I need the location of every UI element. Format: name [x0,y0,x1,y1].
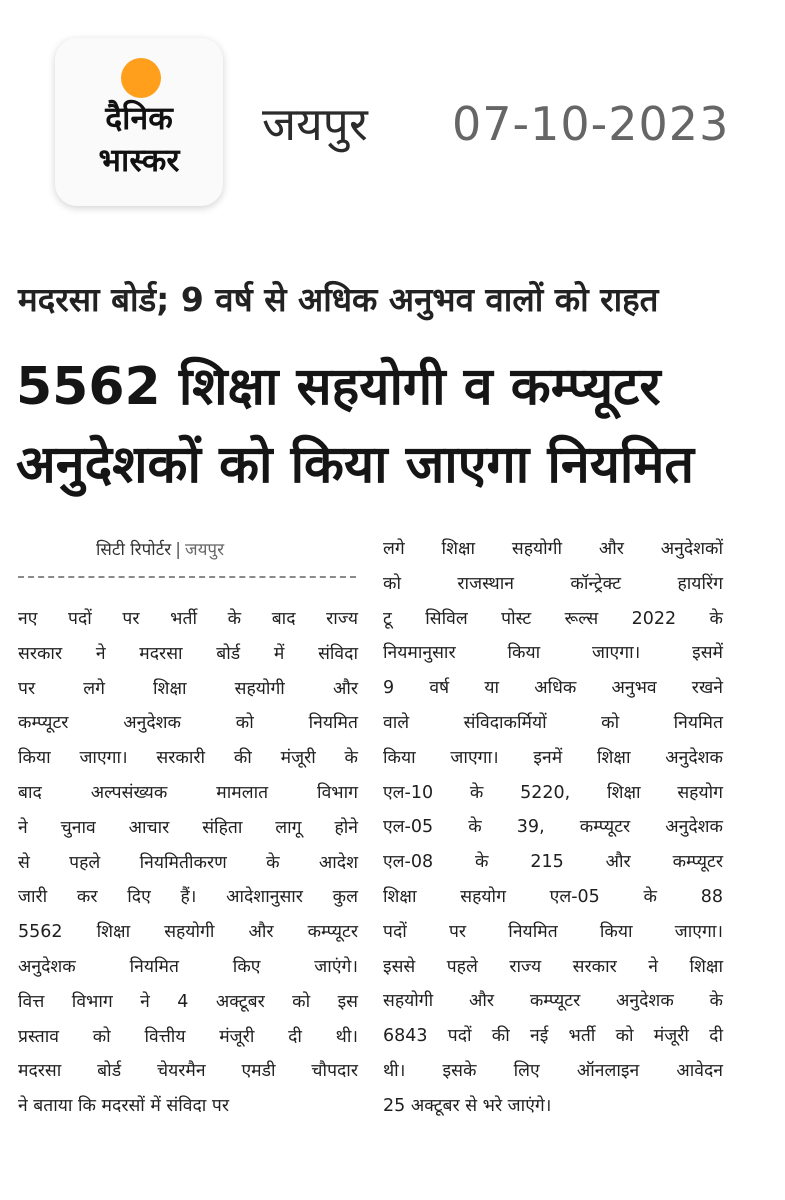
article-text-line: नए पदों पर भर्ती के बाद राज्य [18,609,358,629]
article-text-line: सहयोगी और कम्प्यूटर अनुदेशक के [383,991,723,1012]
article-text-line: 25 अक्टूबर से भरे जाएंगे। [383,1095,552,1116]
article-column-1 [18,602,358,1124]
headline-line: 5562 शिक्षा सहयोगी व कम्प्यूटर [16,357,661,417]
article-text-line: ने बताया कि मदरसों में संविदा पर [18,1096,230,1117]
article-text-line: थी। इसके लिए ऑनलाइन आवेदन [383,1060,723,1081]
article-text-line: पर लगे शिक्षा सहयोगी और [18,678,358,699]
article-text-line: 9 वर्ष या अधिक अनुभव रखने [383,678,723,699]
article-text-line: इससे पहले राज्य सरकार ने शिक्षा [383,956,723,977]
article-text-line: 6843 पदों की नई भर्ती को मंजूरी दी [383,1026,723,1047]
article-text-line: वित्त विभाग ने 4 अक्टूबर को इस [18,991,358,1012]
edition-date: 07-10-2023 [452,97,730,151]
logo-text-line2: भास्कर [98,141,180,179]
article-text-line: जारी कर दिए हैं। आदेशानुसार कुल [18,887,358,908]
byline-separator: | [175,540,181,560]
byline-reporter: सिटी रिपोर्टर [96,540,172,560]
article-text-line: बाद अल्पसंख्यक मामलात विभाग [18,782,358,803]
article-text-line: मदरसा बोर्ड चेयरमैन एमडी चौपदार [18,1061,358,1082]
article-text-line: किया जाएगा। सरकारी की मंजूरी के [18,748,358,769]
headline-line: अनुदेशकों को किया जाएगा नियमित [16,435,695,495]
byline [96,538,224,562]
article-text-line: 5562 शिक्षा सहयोगी और कम्प्यूटर [18,922,358,943]
article-text-line: पदों पर नियमित किया जाएगा। [383,921,723,942]
article-headline [16,348,778,504]
edition-city: जयपुर [262,97,368,151]
sun-logo-icon [121,58,161,98]
article-text-line: नियमानुसार किया जाएगा। इसमें [383,643,723,664]
article-column-2 [383,532,723,1124]
article-text-line: को राजस्थान कॉन्ट्रेक्ट हायरिंग [383,573,723,594]
byline-divider [18,576,356,578]
newspaper-logo [55,38,223,206]
article-text-line: किया जाएगा। इनमें शिक्षा अनुदेशक [383,747,723,768]
article-text-line: अनुदेशक नियमित किए जाएंगे। [18,956,358,977]
article-kicker: मदरसा बोर्ड; 9 वर्ष से अधिक अनुभव वालों को राहत [18,280,659,319]
logo-text-line1: दैनिक [105,99,173,137]
article-text-line: से पहले नियमितीकरण के आदेश [18,852,358,873]
article-text-line: लगे शिक्षा सहयोगी और अनुदेशकों [383,539,723,559]
article-text-line: ने चुनाव आचार संहिता लागू होने [18,817,358,838]
article-text-line: टू सिविल पोस्ट रूल्स 2022 के [383,608,723,629]
article-text-line: एल-10 के 5220, शिक्षा सहयोग [383,782,723,803]
article-text-line: वाले संविदाकर्मियों को नियमित [383,712,723,733]
article-text-line: सरकार ने मदरसा बोर्ड में संविदा [18,643,358,664]
article-text-line: प्रस्ताव को वित्तीय मंजूरी दी थी। [18,1026,358,1047]
article-text-line: एल-05 के 39, कम्प्यूटर अनुदेशक [383,817,723,838]
article-text-line: कम्प्यूटर अनुदेशक को नियमित [18,713,358,734]
article-text-line: एल-08 के 215 और कम्प्यूटर [383,852,723,873]
byline-city: जयपुर [184,540,225,560]
article-text-line: शिक्षा सहयोग एल-05 के 88 [383,886,723,907]
